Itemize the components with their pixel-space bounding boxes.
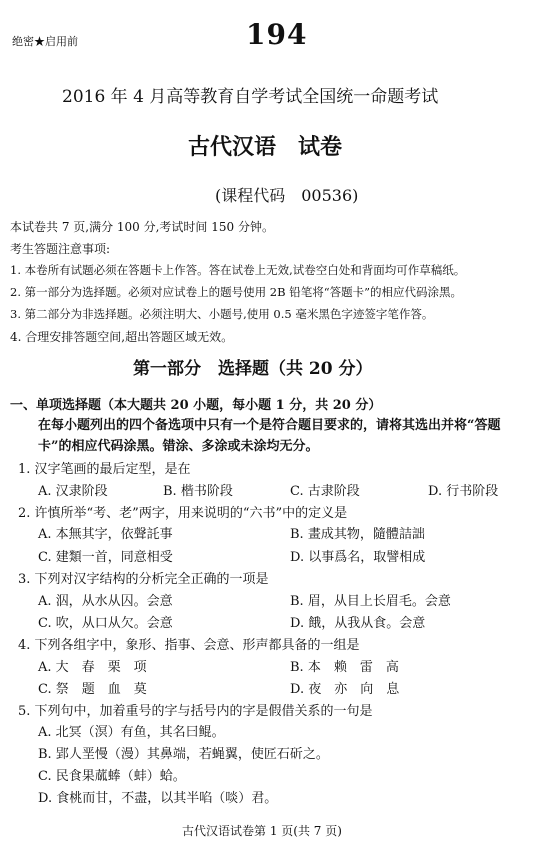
option-a: A. 泅，从水从囚。会意 bbox=[38, 594, 173, 609]
option-a: A. 大 春 栗 项 bbox=[38, 660, 147, 675]
option-d: D. 食桃而甘，不盡，以其半啗（啖）君。 bbox=[38, 791, 278, 806]
paper-code-number: 194 bbox=[246, 18, 308, 51]
section-instruction: 卡”的相应代码涂黑。错涂、多涂或未涂均无分。 bbox=[38, 439, 319, 454]
note-item: 3. 第二部分为非选择题。必须注明大、小题号,使用 0.5 毫米黑色字迹签字笔作答。 bbox=[10, 307, 434, 321]
question-stem: 1. 汉字笔画的最后定型，是在 bbox=[18, 462, 191, 477]
option-b: B. 郢人垩慢（漫）其鼻端，若蝇翼，使匠石斫之。 bbox=[38, 747, 329, 762]
option-d: D. 行书阶段 bbox=[428, 484, 499, 499]
exam-title: 2016 年 4 月高等教育自学考试全国统一命题考试 bbox=[62, 87, 439, 107]
question-stem: 4. 下列各组字中，象形、指事、会意、形声都具备的一组是 bbox=[18, 638, 360, 653]
note-item: 2. 第一部分为选择题。必须对应试卷上的题号使用 2B 铅笔将“答题卡”的相应代码涂黑。 bbox=[10, 285, 462, 299]
part1-heading: 第一部分 选择题（共 20 分） bbox=[133, 359, 373, 379]
option-d: D. 以事爲名，取譬相成 bbox=[290, 550, 426, 565]
secret-label: 绝密★启用前 bbox=[12, 35, 78, 48]
option-c: C. 祭 题 血 莫 bbox=[38, 682, 147, 697]
option-b: B. 本 赖 雷 高 bbox=[290, 660, 399, 675]
page-footer: 古代汉语试卷第 1 页(共 7 页) bbox=[182, 824, 342, 838]
question-stem: 5. 下列句中，加着重号的字与括号内的字是假借关系的一句是 bbox=[18, 704, 373, 719]
option-c: C. 吹，从口从欠。会意 bbox=[38, 616, 173, 631]
section-title: 一、单项选择题（本大题共 20 小题，每小题 1 分，共 20 分） bbox=[10, 398, 382, 413]
paper-title: 古代汉语 试卷 bbox=[188, 134, 343, 160]
question-stem: 2. 许慎所举“考、老”两字，用来说明的“六书”中的定义是 bbox=[18, 506, 348, 521]
notes-title: 考生答题注意事项: bbox=[10, 242, 111, 256]
option-c: C. 民食果蓏蜯（蚌）蛤。 bbox=[38, 769, 186, 784]
option-c: C. 古隶阶段 bbox=[290, 484, 360, 499]
option-a: A. 北冥（溟）有鱼，其名曰鲲。 bbox=[38, 725, 225, 740]
option-d: D. 餓，从我从食。会意 bbox=[290, 616, 426, 631]
question-stem: 3. 下列对汉字结构的分析完全正确的一项是 bbox=[18, 572, 269, 587]
option-a: A. 汉隶阶段 bbox=[38, 484, 108, 499]
option-c: C. 建類一首，同意相受 bbox=[38, 550, 173, 565]
option-d: D. 夜 亦 向 息 bbox=[290, 682, 400, 697]
note-item: 4. 合理安排答题空间,超出答题区域无效。 bbox=[10, 330, 234, 344]
course-code: (课程代码 00536) bbox=[215, 186, 359, 205]
paper-summary: 本试卷共 7 页,满分 100 分,考试时间 150 分钟。 bbox=[10, 220, 274, 234]
note-item: 1. 本卷所有试题必须在答题卡上作答。答在试卷上无效,试卷空白处和背面均可作草稿纸。 bbox=[10, 263, 466, 277]
option-b: B. 楷书阶段 bbox=[163, 484, 233, 499]
section-instruction: 在每小题列出的四个备选项中只有一个是符合题目要求的，请将其选出并将“答题 bbox=[38, 418, 501, 433]
option-b: B. 畫成其物，隨體詰詘 bbox=[290, 527, 425, 542]
option-a: A. 本無其字，依聲託事 bbox=[38, 527, 173, 542]
option-b: B. 眉，从目上长眉毛。会意 bbox=[290, 594, 451, 609]
